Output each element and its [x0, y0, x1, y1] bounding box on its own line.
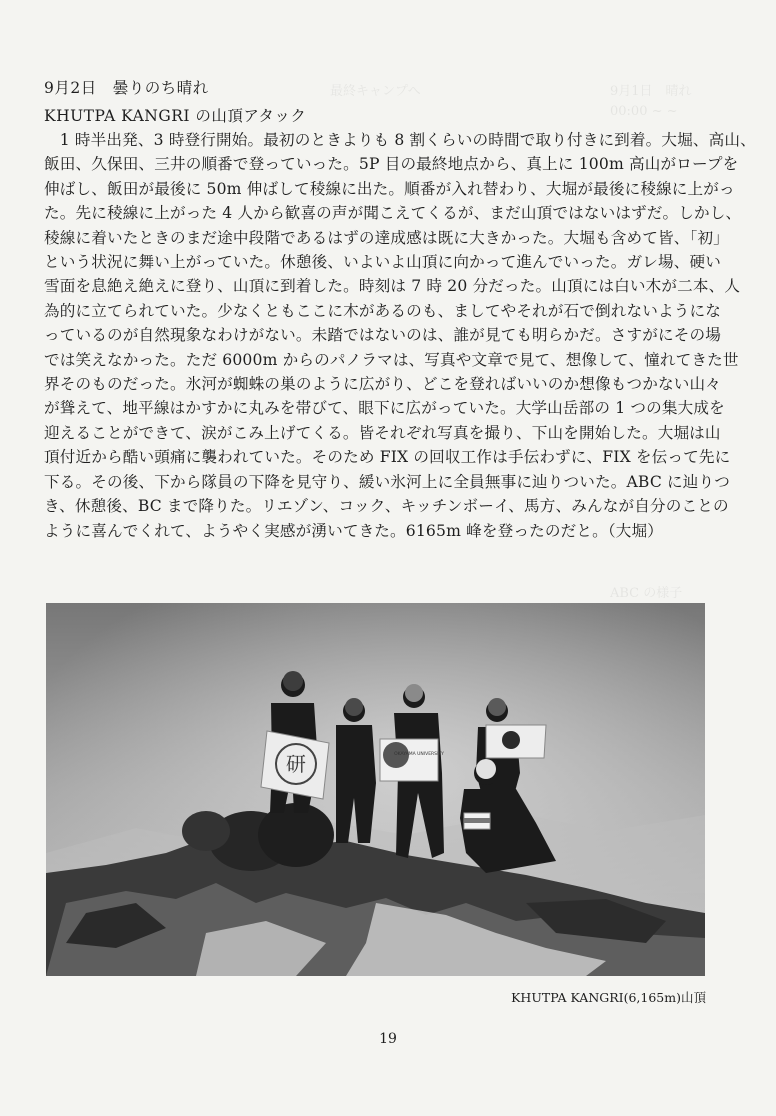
- body-line: 1 時半出発、3 時登行開始。最初のときよりも 8 割くらいの時間で取り付きに到着。大堀、高山、: [44, 131, 756, 149]
- japan-flag: [486, 725, 546, 758]
- body-line: た。先に稜線に上がった 4 人から歓喜の声が聞こえてくるが、まだ山頂ではないはずだ。しかし、: [44, 204, 742, 223]
- show-through-text: 9月1日 晴れ: [610, 84, 692, 99]
- article-body: [44, 128, 756, 543]
- show-through-text: 00:00 ~ ~: [610, 104, 678, 119]
- university-flag: [261, 731, 329, 799]
- body-line: 界そのものだった。氷河が蜘蛛の巣のように広がり、どこを登ればいいのか想像もつかない山々: [44, 375, 721, 394]
- body-line: ように喜んでくれて、ようやく実感が湧いてきた。6165m 峰を登ったのだと。（大堀）: [44, 521, 663, 540]
- body-line: では笑えなかった。ただ 6000m からのパノラマは、写真や文章で見て、想像して、憧れてきた世: [44, 350, 739, 369]
- summit-photo: [46, 603, 705, 976]
- flag-club-text: OKAYAMA UNIVERSITY: [394, 752, 444, 757]
- body-line: 下る。その後、下から隊員の下降を見守り、緩い氷河上に全員無事に辿りついた。ABC に辿りつ: [44, 472, 730, 491]
- body-line: という状況に舞い上がっていた。休憩後、いよいよ山頂に向かって進んでいった。ガレ場、硬い: [44, 253, 721, 272]
- body-line: っているのが自然現象なわけがない。未踏ではないのは、誰が見ても明らかだ。さすがにその場: [44, 326, 721, 345]
- body-line: 伸ばし、飯田が最後に 50m 伸ばして稜線に出た。順番が入れ替わり、大堀が最後に稜線に上がっ: [44, 179, 735, 198]
- small-flag: [464, 813, 490, 829]
- page-number: 19: [379, 1031, 397, 1047]
- body-line: 頂付近から酷い頭痛に襲われていた。そのため FIX の回収工作は手伝わずに、FIX を伝って先に: [44, 448, 731, 467]
- date-weather-heading: 9月2日 曇りのち晴れ: [44, 79, 209, 97]
- flag-emblem-text: 研: [286, 752, 306, 776]
- show-through-text: 最終キャンプへ: [330, 84, 421, 99]
- section-title: KHUTPA KANGRI の山頂アタック: [44, 107, 307, 125]
- body-line: 迎えることができて、涙がこみ上げてくる。皆それぞれ写真を撮り、下山を開始した。大堀は山: [44, 423, 721, 442]
- body-line: 飯田、久保田、三井の順番で登っていった。5P 目の最終地点から、真上に 100m 高山がロープを: [44, 155, 739, 174]
- body-line: 為的に立てられていた。少なくともここに木があるのも、ましてやそれが石で倒れないようにな: [44, 301, 721, 320]
- show-through-text: ABC の様子: [610, 586, 683, 601]
- body-line: 雪面を息絶え絶えに登り、山頂に到着した。時刻は 7 時 20 分だった。山頂には白い木が二本、人: [44, 277, 741, 296]
- body-line: き、休憩後、BC まで降りた。リエゾン、コック、キッチンボーイ、馬方、みんなが自分のことの: [44, 497, 729, 516]
- photo-caption: KHUTPA KANGRI(6,165m)山頂: [511, 990, 706, 1005]
- body-line: が聳えて、地平線はかすかに丸みを帯びて、眼下に広がっていた。大学山岳部の 1 つの集大成を: [44, 399, 725, 418]
- club-flag: [380, 739, 444, 781]
- body-line: 稜線に着いたときのまだ途中段階であるはずの達成感は既に大きかった。大堀も含めて皆、「初」: [44, 228, 729, 247]
